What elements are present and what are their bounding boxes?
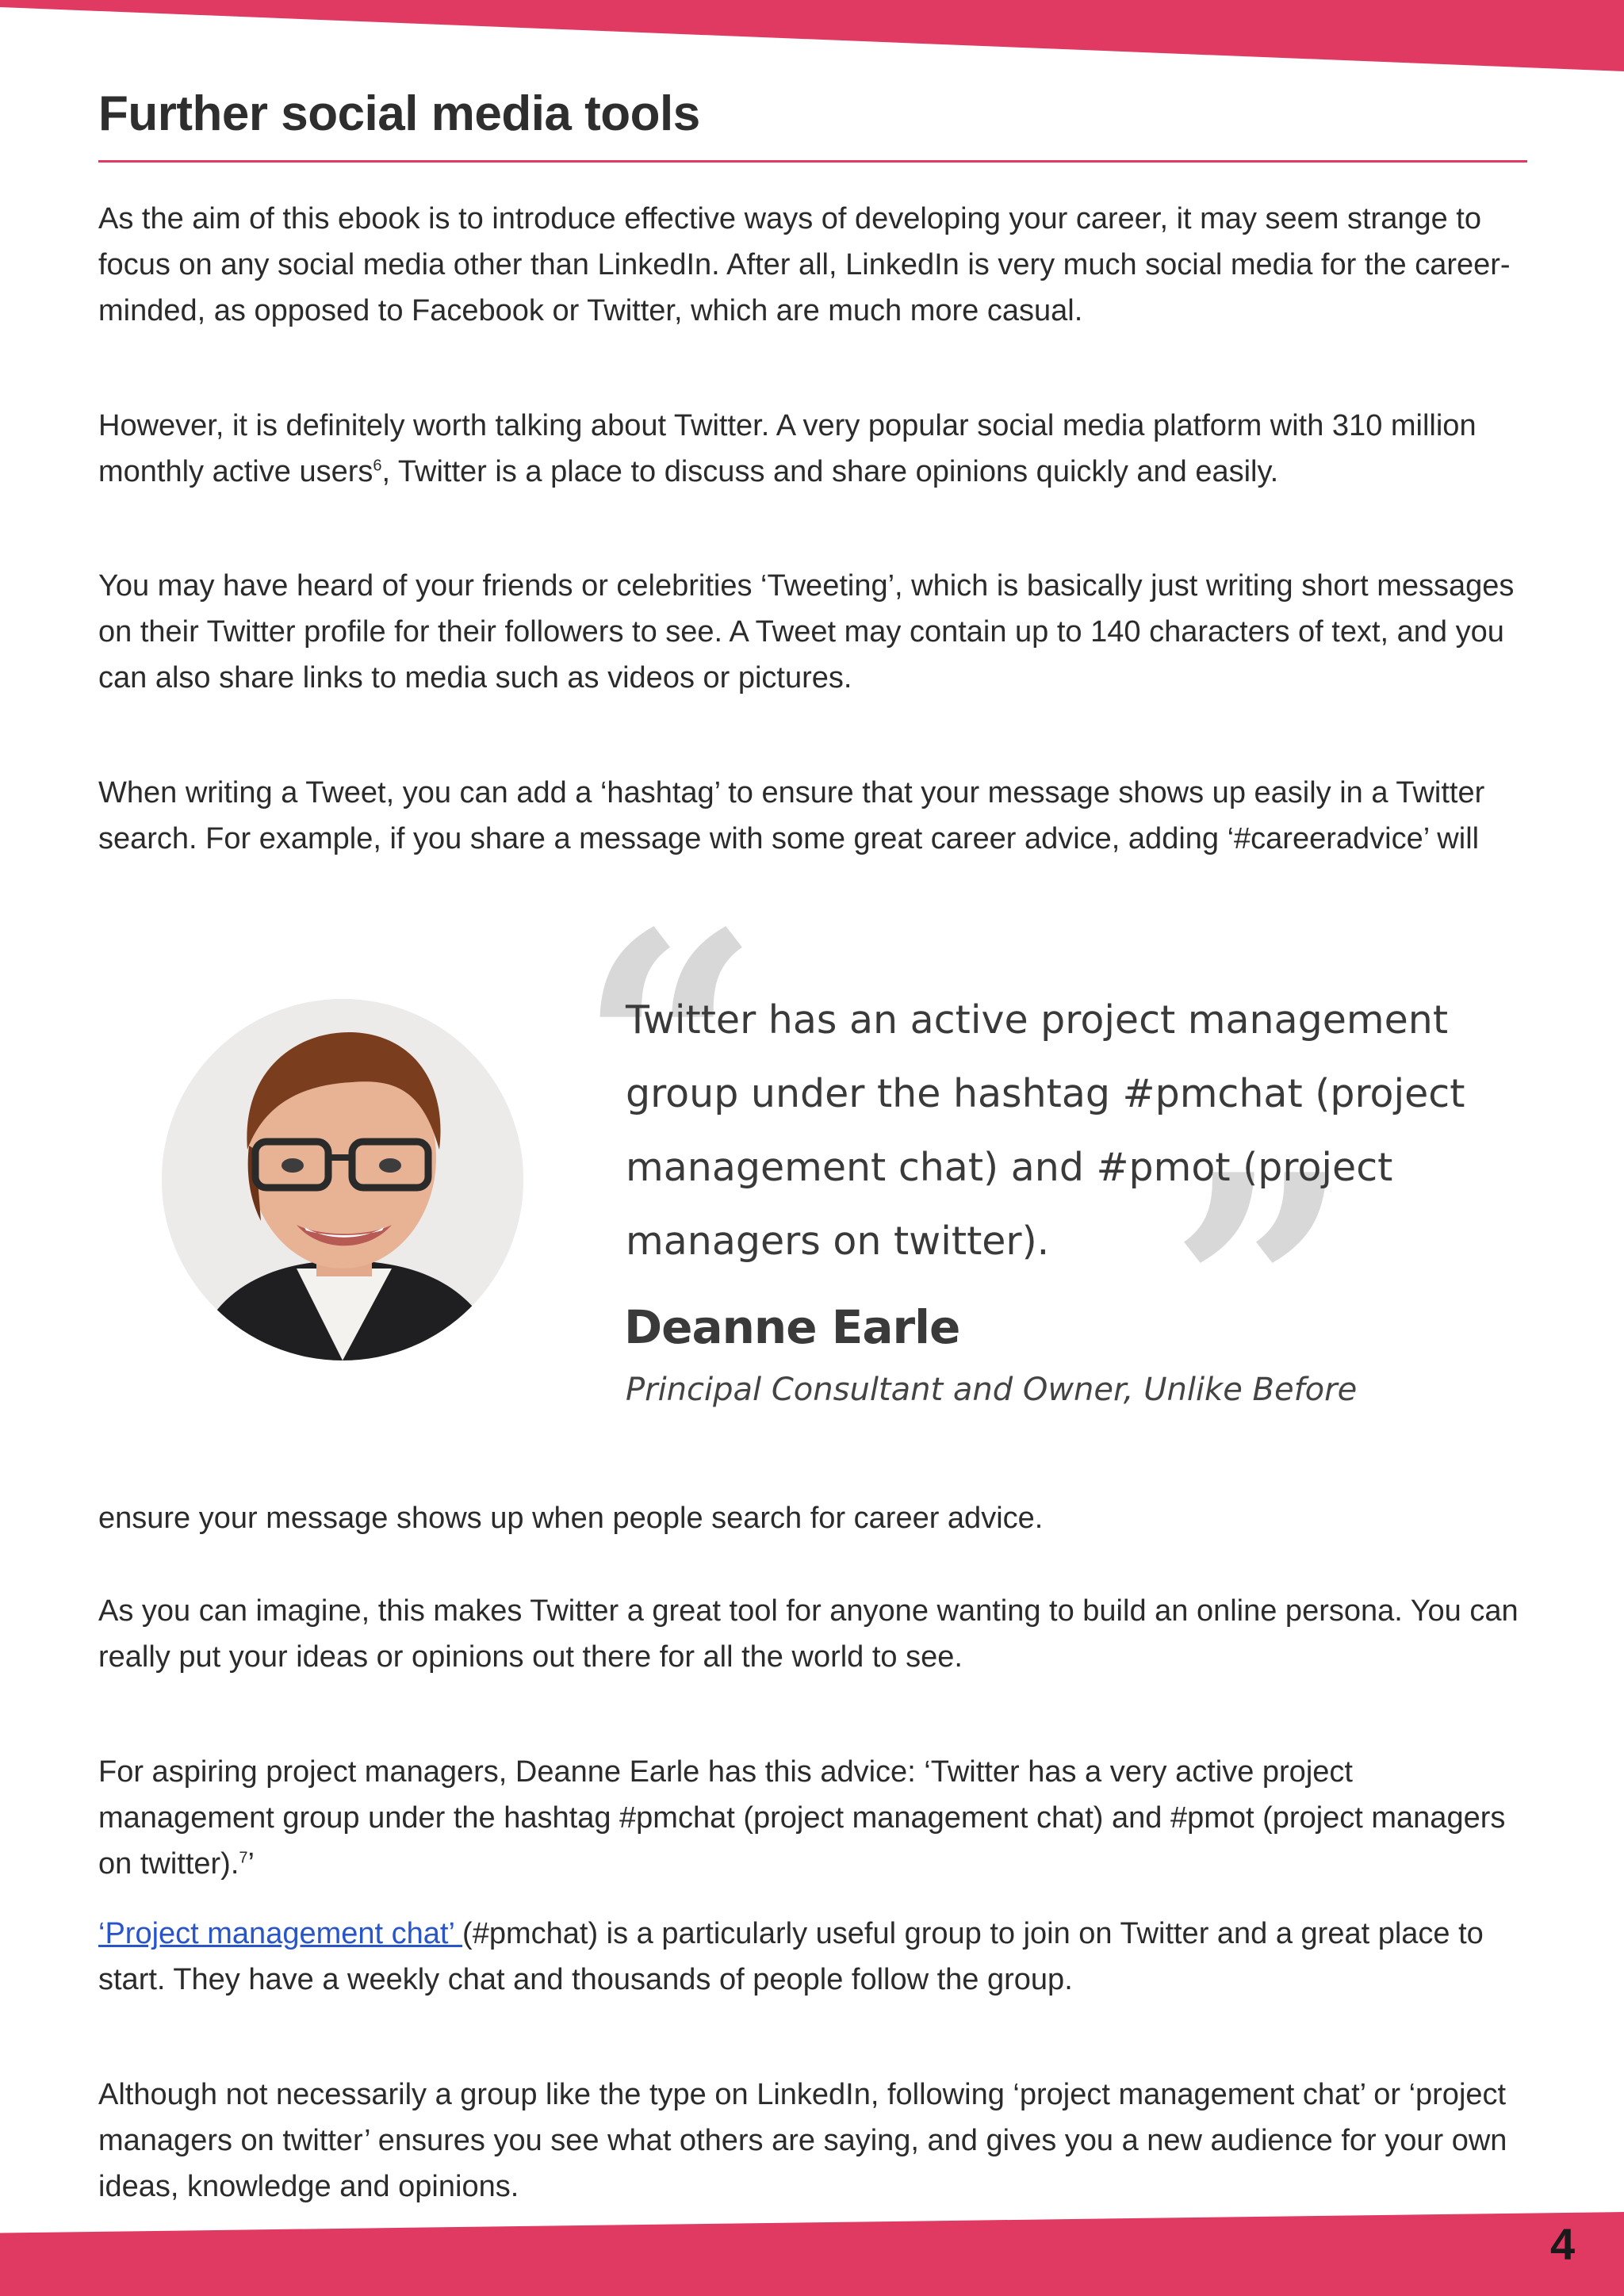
paragraph-twitter-users-text-end: , Twitter is a place to discuss and share opinions quickly and easily. [381, 455, 1279, 488]
project-management-chat-link[interactable]: ‘Project management chat’ [98, 1917, 463, 1950]
paragraph-intro: As the aim of this ebook is to introduce effective ways of developing your career, it may seem strange to focus on any social media other than LinkedIn. After all, LinkedIn is very much social media for the career-minded, as opposed to Facebook or Twitter, which are much more casual. [98, 202, 1511, 327]
paragraph-advice [98, 1749, 1526, 1887]
paragraph-pmchat-text: (#pmchat) is a particularly useful group to join on Twitter and a great place to start. They have a weekly chat and thousands of people follow the group. [98, 1917, 1484, 1996]
paragraph-twitter-users-text: However, it is definitely worth talking about Twitter. A very popular social media platform with 310 million monthly active users [98, 409, 1477, 488]
paragraph-pmchat [98, 1911, 1526, 2003]
quote-author-role: Principal Consultant and Owner, Unlike Before [626, 1372, 1358, 1408]
page-number: 4 [1550, 2219, 1576, 2269]
close-quote-mark: ” [1169, 1106, 1352, 1479]
paragraph-advice-close-quote: ’ [247, 1847, 255, 1881]
bottom-accent-band [0, 2212, 1624, 2296]
footnote-ref-6: 6 [373, 457, 382, 475]
top-accent-band [0, 0, 1624, 71]
footnote-ref-7: 7 [239, 1849, 248, 1867]
pull-quote [98, 864, 1526, 1479]
quote-text: Twitter has an active project management group under the hashtag #pmchat (project management chat) and #pmot (project managers on twitter). [626, 997, 1465, 1264]
paragraph-following: Although not necessarily a group like the type on LinkedIn, following ‘project management chat’ or ‘project managers on twitter’ ensures you see what others are saying, and gives you a new audience for your own ideas, knowledge and opinions. [98, 2078, 1507, 2203]
paragraph-online-persona: As you can imagine, this makes Twitter a great tool for anyone wanting to build an online persona. You can really put your ideas or opinions out there for all the world to see. [98, 1594, 1519, 1674]
quote-author-name: Deanne Earle [624, 1300, 960, 1354]
paragraph-tweeting: You may have heard of your friends or celebrities ‘Tweeting’, which is basically just writing short messages on their Twitter profile for their followers to see. A Tweet may contain up to 140 characters of text, and you can also share links to media such as videos or pictures. [98, 569, 1515, 695]
paragraph-hashtag-continued: ensure your message shows up when people search for career advice. [98, 1502, 1044, 1535]
paragraph-advice-text: For aspiring project managers, Deanne Earle has this advice: ‘Twitter has a very active project management group under the hashtag #pmchat (project management chat) and #pmot (project managers on twitter). [98, 1755, 1506, 1881]
open-quote-mark: “ [578, 864, 761, 1237]
paragraph-hashtag: When writing a Tweet, you can add a ‘hashtag’ to ensure that your message shows up easily in a Twitter search. For example, if you share a message with some great career advice, adding ‘#careeradvice’ will [98, 776, 1485, 855]
page-title: Further social media tools [98, 86, 700, 141]
avatar [162, 999, 523, 1360]
portrait-illustration [162, 999, 523, 1360]
title-divider [98, 160, 1527, 163]
paragraph-twitter-users [98, 403, 1526, 495]
